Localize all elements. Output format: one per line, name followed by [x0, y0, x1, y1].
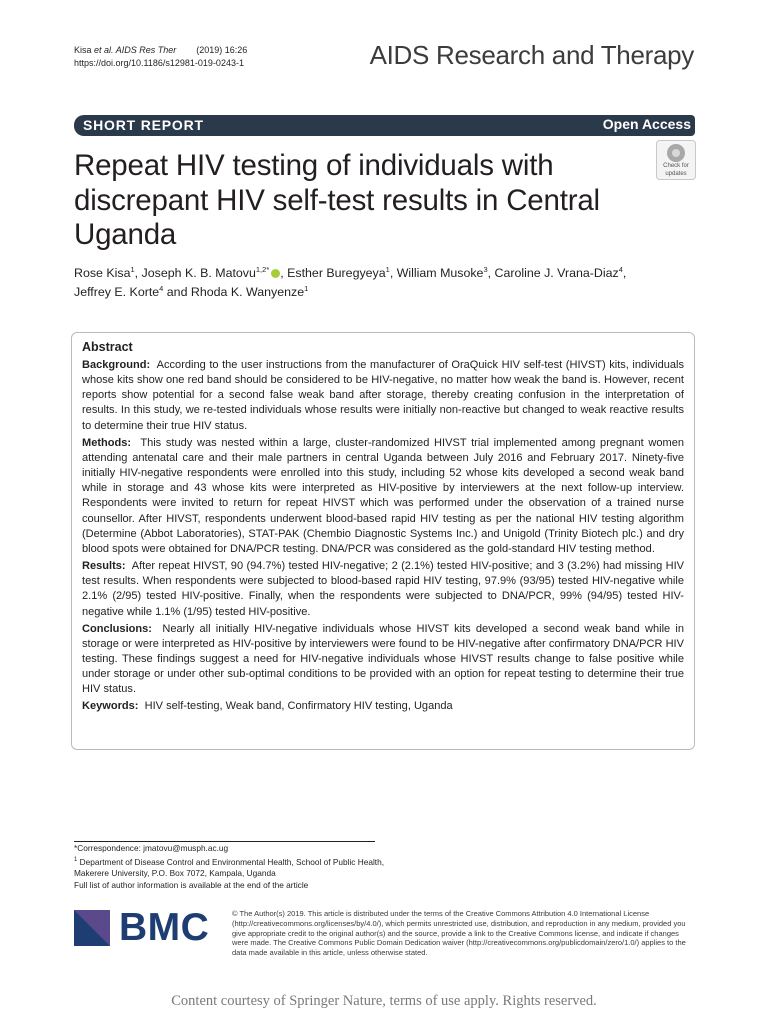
check-updates-line1: Check for	[663, 163, 689, 169]
author: Rhoda K. Wanyenze$^1$	[190, 284, 309, 299]
abstract-heading: Abstract	[82, 340, 133, 354]
abstract-box	[71, 332, 695, 750]
author: Rose Kisa$^1$,	[74, 265, 142, 280]
abstract-conclusions: Conclusions: Nearly all initially HIV-negative individuals whose HIVST kits developed a second weak band while in storage or were interpreted as HIV-positive by interviewers were found to be HIV-negative after confirmatory DNA/PCR HIV testing. These findings suggest a need for HIV-negative individuals whose HIVST results change to false positive while under storage or under other sub-optimal conditions to be provided with an option for repeat testing to determine their true HIV status.	[82, 622, 684, 696]
bmc-logo-text: BMC	[119, 906, 210, 949]
orcid-icon[interactable]	[271, 269, 280, 278]
author: Caroline J. Vrana-Diaz$^4$,	[494, 265, 627, 280]
citation-line	[74, 44, 247, 57]
doi-link[interactable]: https://doi.org/10.1186/s12981-019-0243-1	[74, 57, 244, 68]
footnotes	[74, 843, 394, 892]
affiliation: $^1$ Department of Disease Control and Environmental Health, School of Public Health, Makerere University, P.O. Box 7072, Kampala, Uganda	[74, 856, 385, 879]
author: William Musoke$^3$,	[396, 265, 495, 280]
abstract-background: Background: According to the user instructions from the manufacturer of OraQuick HIV self-test (HIVST) kits, individuals whose kits show one red band should be considered to be HIV-negative, no matter how weak the band is. However, recent reports show potential for a second false weak band after storage, thereby creating confusion in the interpretation of results. In this study, we re-tested individuals whose results were initially non-reactive but changed to weak reactive results to determine their true HIV status.	[82, 359, 685, 432]
check-updates-icon	[667, 144, 685, 162]
author: Esther Buregyeya$^1$,	[287, 265, 397, 280]
footnote-divider	[74, 841, 375, 842]
methods-label: Methods:	[82, 436, 132, 449]
author-list	[74, 264, 704, 302]
journal-name: AIDS Research and Therapy	[369, 40, 694, 70]
courtesy-notice: Content courtesy of Springer Nature, terms of use apply. Rights reserved.	[171, 993, 597, 1009]
bmc-logo-icon	[74, 910, 110, 946]
citation-year: (2019) 16:26	[196, 45, 248, 55]
license-text: © The Author(s) 2019. This article is distributed under the terms of the Creative Commons Attribution 4.0 International License (http://creativecommons.org/licenses/by/4.0/), which permits unrestricted use, distribution, and reproduction in any medium, provided you give appropriate credit to the original author(s) and the source, provide a link to the Creative Commons license, and indicate if changes were made. The Creative Commons Public Domain Dedication waiver (http://creativecommons.org/publicdomain/zero/1.0/) applies to the data made available in this article, unless otherwise stated.	[232, 909, 686, 958]
correspondence-email[interactable]: *Correspondence: jmatovu@musph.ac.ug	[74, 843, 229, 853]
background-label: Background:	[82, 359, 151, 371]
citation-authors: Kisa	[74, 45, 95, 55]
abstract-keywords: Keywords: HIV self-testing, Weak band, Confirmatory HIV testing, Uganda	[82, 700, 453, 713]
check-for-updates-badge[interactable]	[656, 140, 696, 180]
abstract-results: Results: After repeat HIVST, 90 (94.7%) tested HIV-negative; 2 (2.1%) tested HIV-positive; and 3 (3.2%) had missing HIV test results. When respondents were subjected to blood-based rapid HIV testing, 97.9% (93/95) tested HIV-negative while 2.1% (2/95) tested HIV-positive. Finally, when the respondents were subjected to DNA/PCR, 99% (94/95) tested HIV-negative while 1.1% (1/95) tested HIV-positive.	[82, 560, 684, 618]
article-title: Repeat HIV testing of individuals with discrepant HIV self-test results in Central Uganda	[74, 149, 600, 251]
check-updates-line2: updates	[665, 170, 687, 177]
citation-block	[74, 44, 247, 69]
keywords-label: Keywords:	[82, 700, 139, 713]
article-type-label: SHORT REPORT	[83, 117, 204, 133]
bmc-logo	[74, 906, 214, 950]
abstract-methods: Methods: This study was nested within a large, cluster-randomized HIVST trial implemented among pregnant women attending antenatal care and their male partners in central Uganda between July 2016 and February 2017. Ninety-five initially HIV-negative respondents were enrolled into this study, including 52 whose kits developed a second weak band while in storage and 43 whose kits were interpreted as HIV-positive by interviewers at the next follow-up interview. Respondents were invited to return for repeat HIVST which was performed under the observation of a trained nurse counsellor. After HIVST, respondents underwent blood-based rapid HIV testing as per the national HIV testing algorithm (Determine (Abbot Laboratories), STAT-PAK (Chembio Diagnostic Systems Inc.) and Unigold (Trinity Biotech plc.) and dry blood spots were obtained for DNA/PCR testing. DNA/PCR was considered as the gold-standard HIV testing method.	[82, 436, 684, 555]
open-access-label: Open Access	[602, 116, 691, 132]
author: Joseph K. B. Matovu$^{1,2*}$ ,	[141, 265, 288, 280]
results-label: Results:	[82, 560, 126, 573]
author: Jeffrey E. Korte$^4$ and	[74, 284, 191, 299]
citation-journal: et al. AIDS Res Ther	[94, 45, 177, 55]
conclusions-label: Conclusions:	[82, 622, 152, 635]
full-author-info-note: Full list of author information is available at the end of the article	[74, 879, 309, 890]
article-type-banner	[74, 115, 695, 136]
